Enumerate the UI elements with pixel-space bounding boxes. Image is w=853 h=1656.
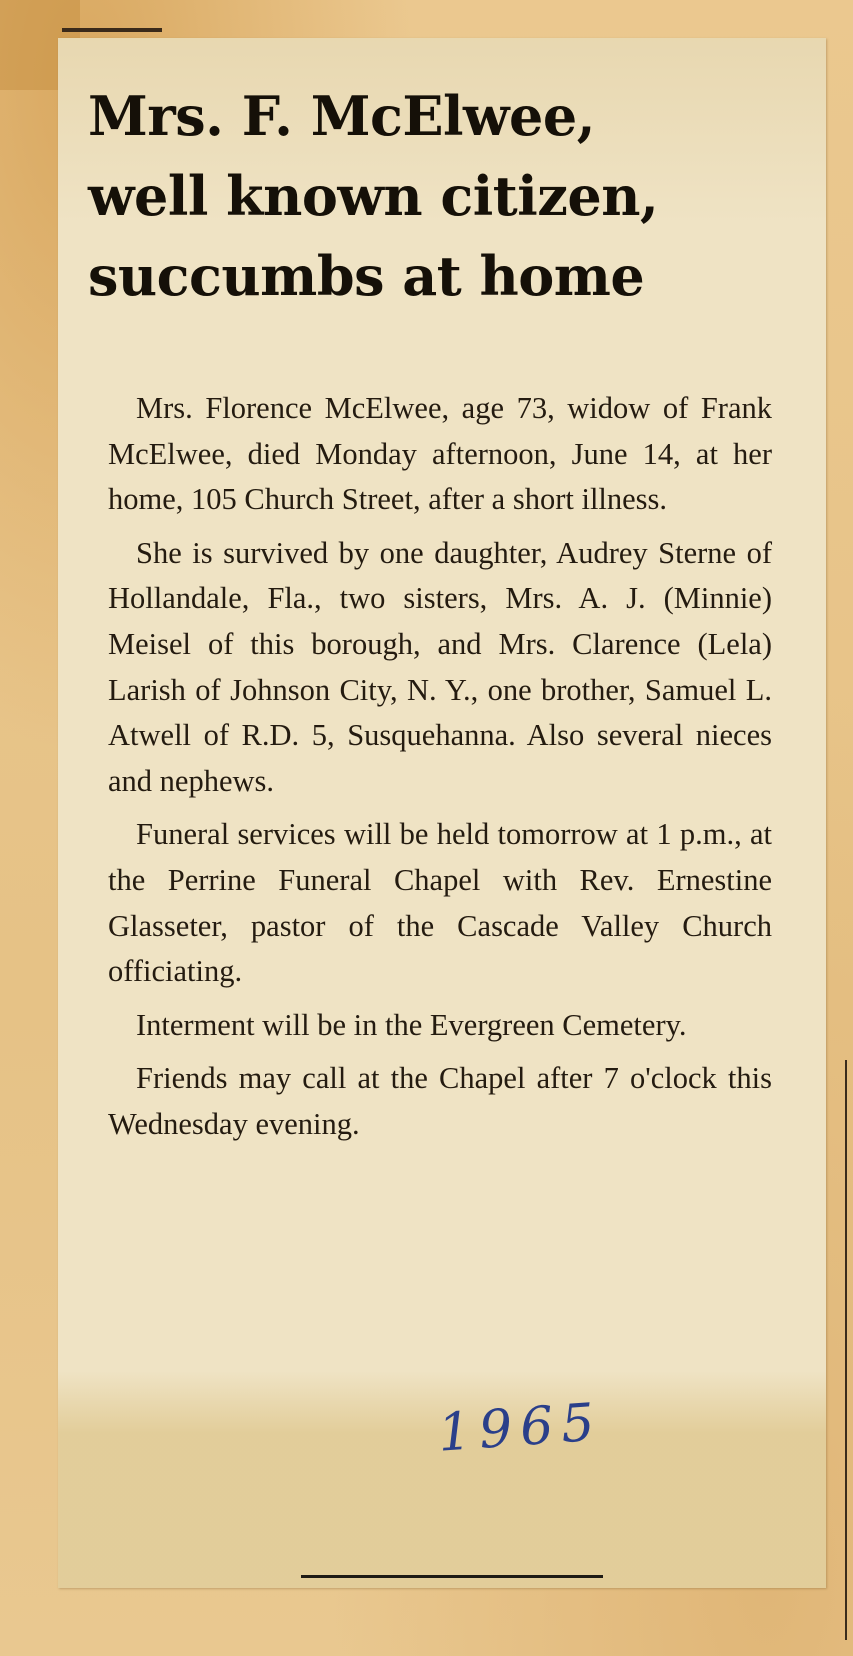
handwritten-year: 1965 [436, 1392, 605, 1464]
article-body [108, 386, 772, 1156]
scrap-mark [62, 28, 162, 32]
paragraph-interment: Interment will be in the Evergreen Cemetery. [136, 1007, 687, 1042]
paragraph-funeral-services: Funeral services will be held tomorrow at 1 p.m., at the Perrine Funeral Chapel with Rev. Ernestine Glasseter, pastor of the Cascade Valley Church officiating. [108, 817, 772, 989]
headline-line-1: Mrs. F. McElwee, [88, 84, 596, 148]
paragraph-survivors: She is survived by one daughter, Audrey Sterne of Hollandale, Fla., two sisters, Mrs. A. J. (Minnie) Meisel of this borough, and Mrs. Clarence (Lela) Larish of Johnson City, N. Y., one brother, Samuel L. Atwell of R.D. 5, Susquehanna. Also several nieces and nephews. [108, 535, 772, 798]
paragraph-calling-hours: Friends may call at the Chapel after 7 o'clock this Wednesday evening. [108, 1061, 772, 1141]
headline-line-2: well known citizen, [88, 164, 659, 228]
underline-rule [301, 1575, 603, 1578]
headline [88, 76, 788, 316]
paragraph-death-notice: Mrs. Florence McElwee, age 73, widow of Frank McElwee, died Monday afternoon, June 14, at her home, 105 Church Street, after a short illness. [108, 391, 772, 517]
newspaper-clipping [58, 38, 826, 1588]
headline-line-3: succumbs at home [88, 244, 645, 308]
page-edge-line [845, 1060, 847, 1640]
